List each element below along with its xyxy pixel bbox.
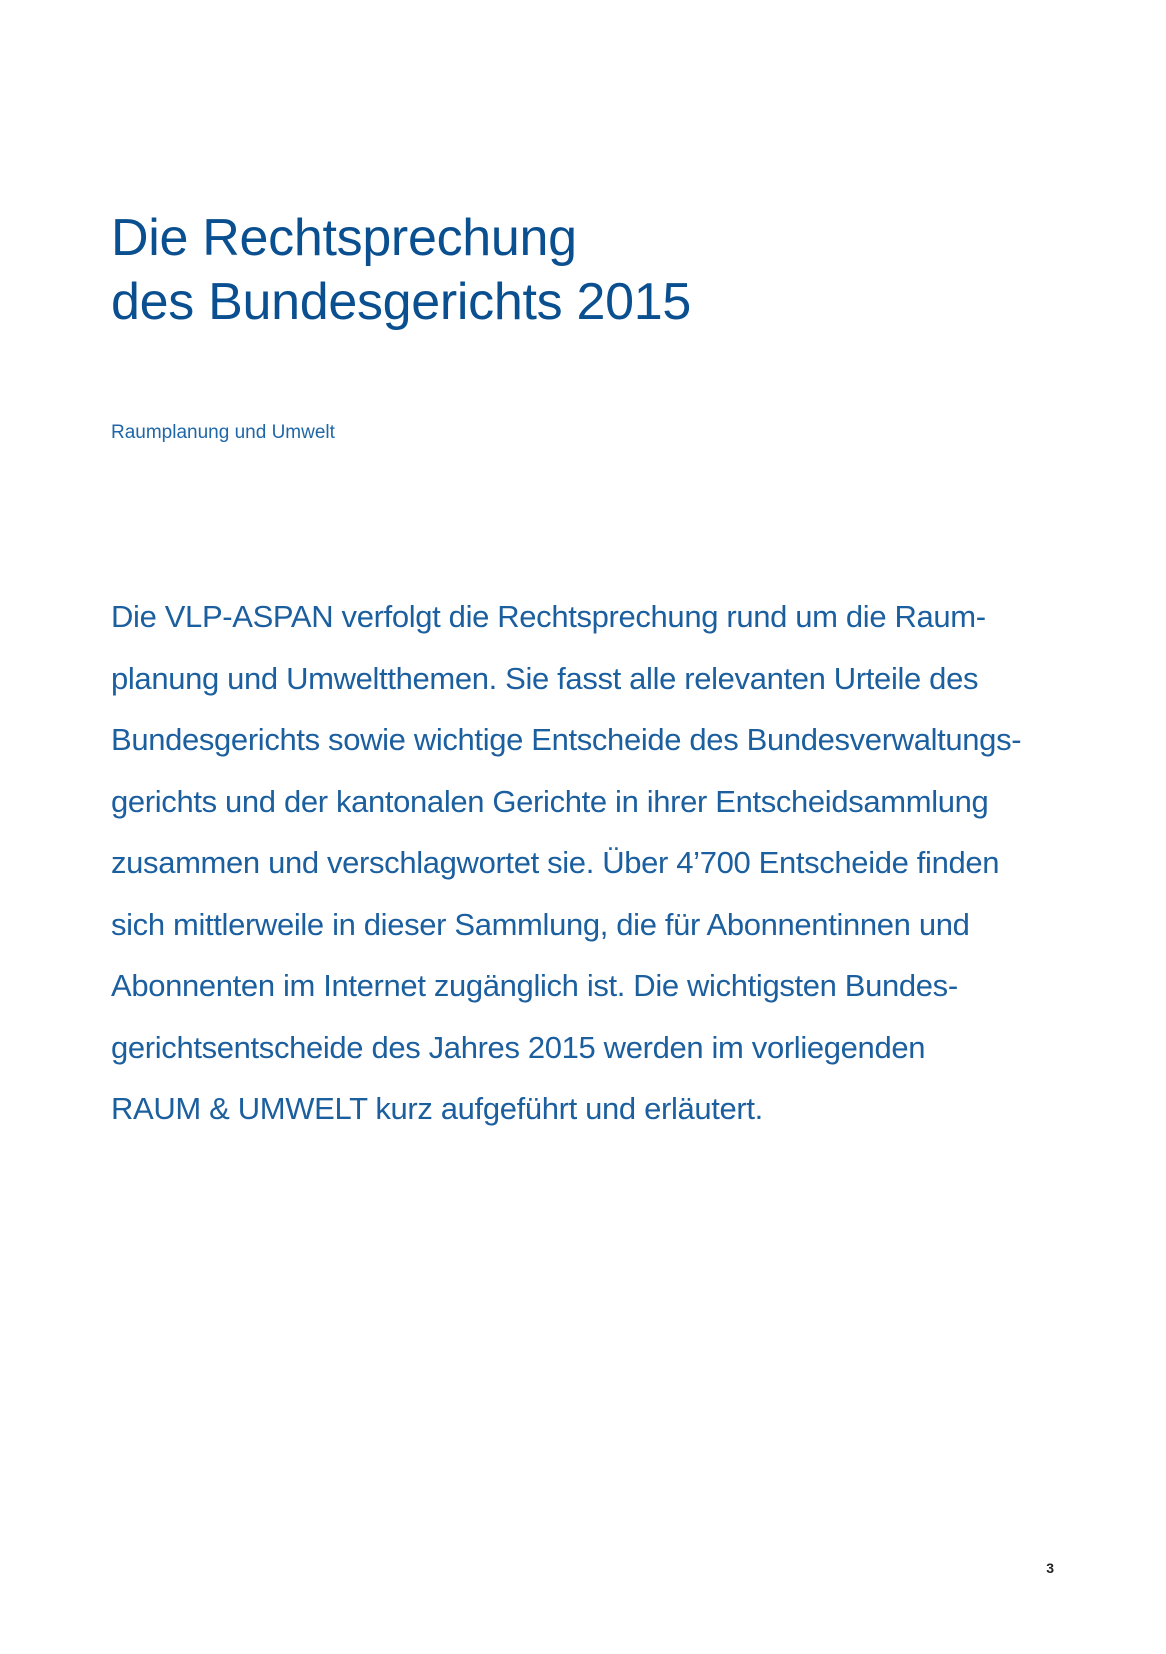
paragraph-line: sich mittlerweile in dieser Sammlung, die für Abonnentinnen und bbox=[111, 906, 970, 942]
page-title-line-2: des Bundesgerichts 2015 bbox=[111, 273, 691, 331]
paragraph-line: Abonnenten im Internet zugänglich ist. Die wichtigsten Bundes- bbox=[111, 968, 958, 1003]
paragraph-line: planung und Umweltthemen. Sie fasst alle relevanten Urteile des bbox=[111, 660, 979, 696]
paragraph-line: zusammen und verschlagwortet sie. Über 4’700 Entscheide finden bbox=[111, 845, 1000, 880]
intro-paragraph bbox=[111, 586, 1111, 1140]
paragraph-line: gerichts und der kantonalen Gerichte in ihrer Entscheidsammlung bbox=[111, 783, 989, 819]
page-subtitle: Raumplanung und Umwelt bbox=[111, 422, 335, 443]
paragraph-line: Die VLP-ASPAN verfolgt die Rechtsprechung rund um die Raum- bbox=[111, 599, 986, 634]
page-title bbox=[111, 206, 691, 334]
paragraph-line: RAUM & UMWELT kurz aufgeführt und erläutert. bbox=[111, 1091, 763, 1126]
page-title-line-1: Die Rechtsprechung bbox=[111, 209, 577, 267]
paragraph-line: Bundesgerichts sowie wichtige Entscheide des Bundesverwaltungs- bbox=[111, 722, 1022, 757]
page-number: 3 bbox=[1046, 1560, 1054, 1576]
paragraph-line: gerichtsentscheide des Jahres 2015 werden im vorliegenden bbox=[111, 1029, 926, 1065]
